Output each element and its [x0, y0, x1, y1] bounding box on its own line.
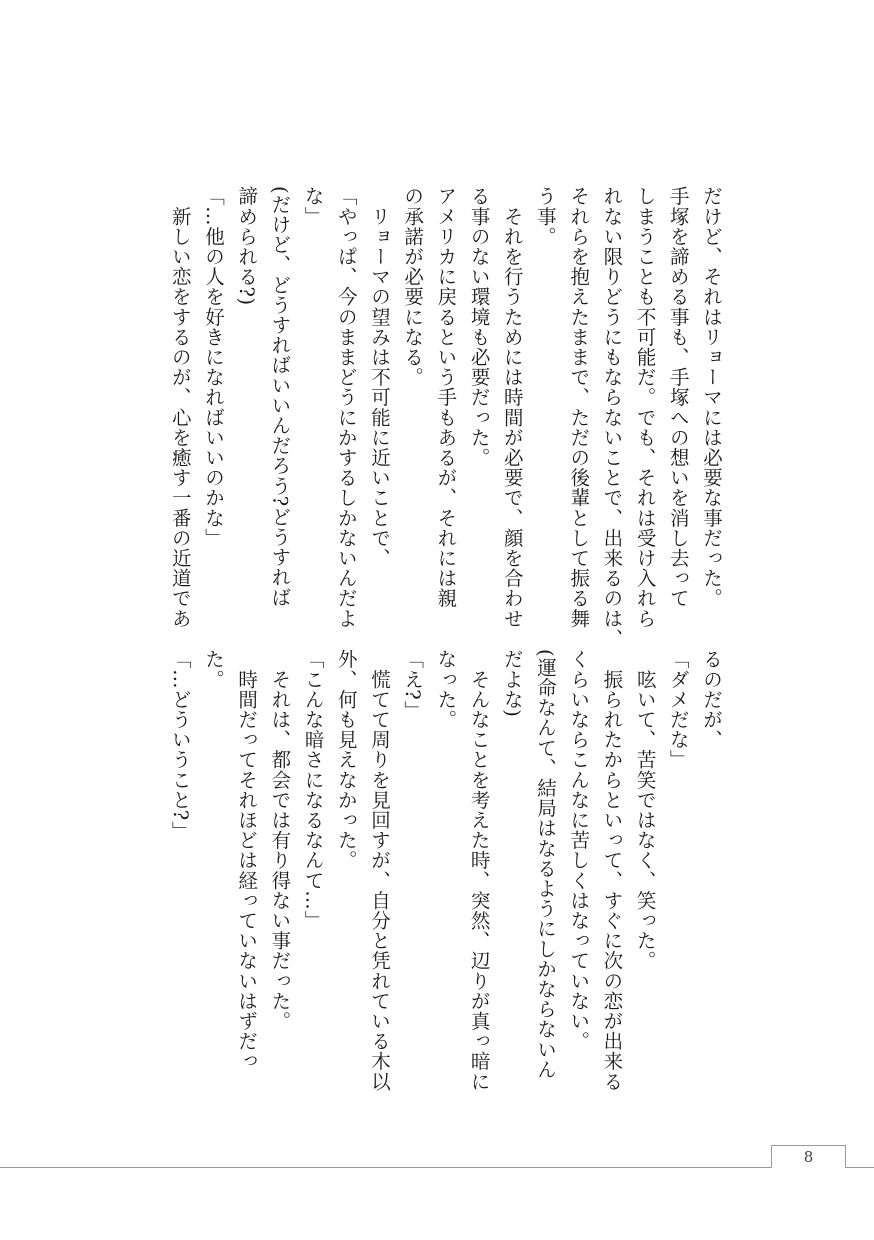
- text-line: るのだが、: [700, 649, 723, 750]
- text-line: 「え?」: [401, 649, 425, 721]
- text-line: 「やっぱ、今のままどうにかするしかないんだよ: [334, 186, 358, 629]
- text-line: 外、何も見えなかった。: [334, 649, 358, 871]
- text-line: た。: [201, 649, 225, 690]
- text-line: (運命なんて、結局はなるようにしかならないん: [533, 649, 557, 1080]
- text-line: だよな): [500, 649, 524, 718]
- text-line: 「こんな暗さになるなんて…」: [301, 649, 325, 931]
- text-line: れない限りどうにもならないことで、出来るのは、: [600, 186, 624, 649]
- text-line: 諦められる?): [235, 186, 259, 306]
- text-line: な」: [301, 186, 325, 227]
- text-line: アメリカに戻るという手もあるが、それには親: [434, 186, 458, 609]
- footer-rule-right: [845, 1167, 874, 1168]
- text-line: それらを抱えたままで、ただの後輩として振る舞: [567, 186, 591, 629]
- text-line: 振られたからといって、すぐに次の恋が出来る: [600, 649, 624, 1092]
- page-number-text: 8: [803, 1148, 814, 1166]
- text-line: くらいならこんなに苦しくはなっていない。: [567, 649, 591, 1051]
- upper-text-block: [164, 186, 728, 649]
- text-line: う事。: [533, 186, 557, 247]
- text-line: る事のない環境も必要だった。: [467, 186, 491, 468]
- text-line: 呟いて、苦笑ではなく、笑った。: [633, 649, 657, 971]
- footer-rule: [0, 1167, 772, 1168]
- text-line: しまうことも不可能だ。でも、それは受け入れら: [633, 186, 657, 629]
- lower-text-block: [164, 649, 728, 1092]
- text-line: 時間だってそれほどは経っていないはずだっ: [235, 649, 259, 1072]
- text-line: それを行うためには時間が必要で、顔を合わせ: [500, 186, 524, 629]
- text-line: 慌てて周りを見回すが、自分と凭れている木以: [367, 649, 391, 1092]
- text-line: の承諾が必要になる。: [401, 186, 425, 387]
- text-line: 「…どういうこと?」: [168, 649, 192, 841]
- text-line: リョーマの望みは不可能に近いことで、: [367, 186, 391, 568]
- text-line: (だけど、どうすればいいんだろう?どうすれば: [268, 186, 292, 608]
- text-line: 「…他の人を好きになればいいのかな」: [201, 186, 225, 548]
- text-line: それは、都会では有り得ない事だった。: [268, 649, 292, 1031]
- text-line: 「ダメだな」: [666, 649, 690, 770]
- text-line: 手塚を諦める事も、手塚への想いを消し去って: [666, 186, 690, 609]
- text-line: そんなことを考えた時、突然、辺りが真っ暗に: [467, 649, 491, 1092]
- text-line: だけど、それはリョーマには必要な事だった。: [700, 186, 723, 609]
- text-line: 新しい恋をするのが、心を癒す一番の近道であ: [168, 186, 192, 629]
- page-number: [771, 1145, 846, 1168]
- text-line: なった。: [434, 649, 458, 730]
